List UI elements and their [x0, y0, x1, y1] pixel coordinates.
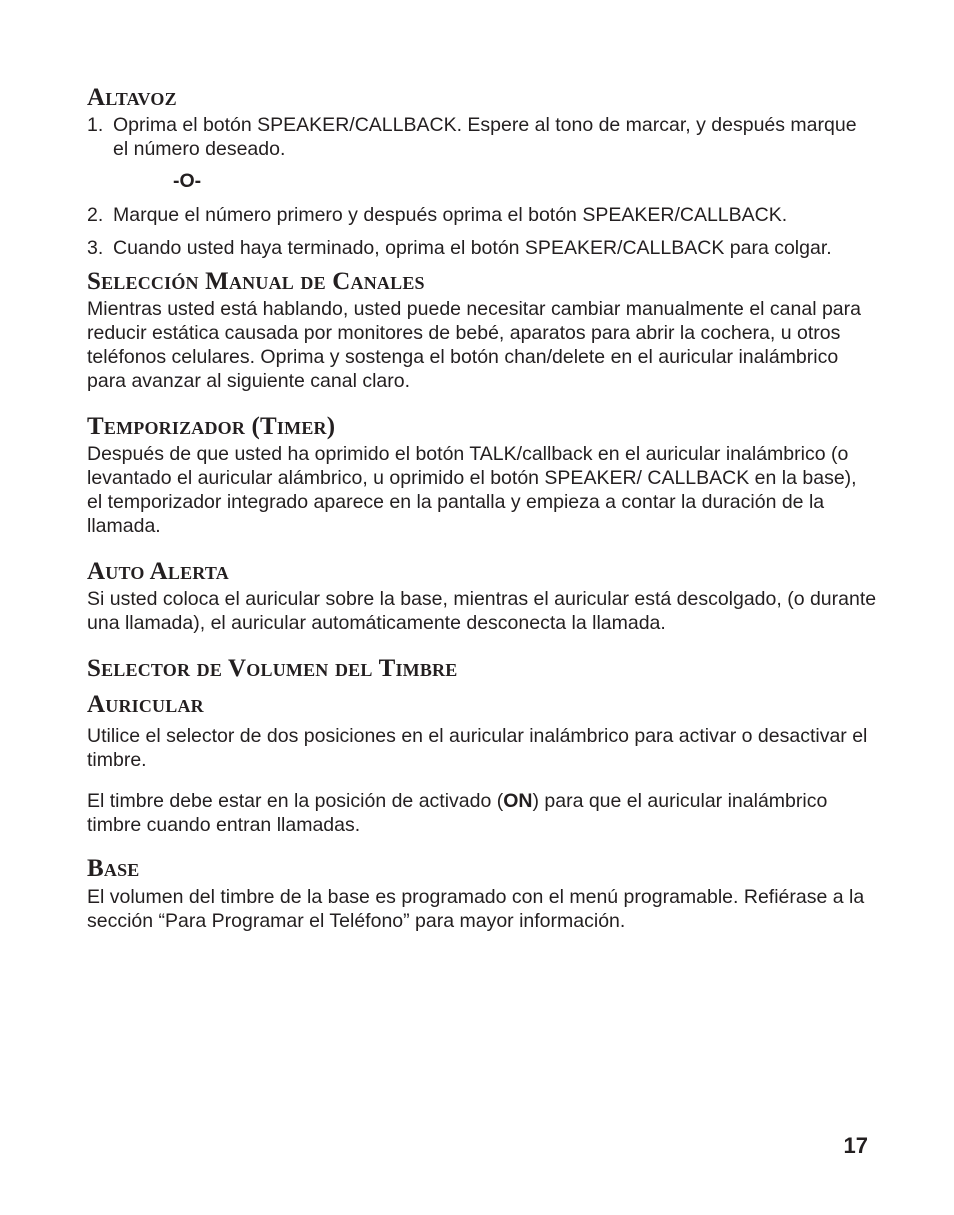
heading-auto-alerta: Auto Alerta — [87, 558, 229, 585]
heading-temporizador: Temporizador (Timer) — [87, 413, 336, 440]
paragraph: El volumen del timbre de la base es programado con el menú programable. Refiérase a la sección “Para Programar el Teléfono” para mayor información. — [87, 886, 865, 932]
section-altavoz — [87, 84, 877, 260]
manual-page — [87, 84, 877, 933]
heading-altavoz: Altavoz — [87, 84, 177, 111]
heading-selector-volumen: Selector de Volumen del Timbre — [87, 655, 458, 682]
step-number: 3. — [87, 237, 104, 259]
paragraph — [87, 789, 877, 837]
step-number: 2. — [87, 204, 104, 226]
list-item — [87, 203, 877, 227]
section-base — [87, 855, 877, 933]
section-selector-volumen — [87, 655, 877, 683]
section-temporizador — [87, 413, 877, 538]
list-item — [87, 236, 877, 260]
step-text: Marque el número primero y después oprima el botón SPEAKER/CALLBACK. — [113, 204, 788, 226]
or-separator: -O- — [173, 170, 202, 192]
list-item — [87, 113, 877, 161]
section-auto-alerta — [87, 558, 877, 635]
step-number: 1. — [87, 114, 104, 136]
step-text: Cuando usted haya terminado, oprima el botón SPEAKER/CALLBACK para colgar. — [113, 237, 832, 259]
section-auricular — [87, 691, 877, 837]
text-segment: El timbre debe estar en la posición de activado ( — [87, 790, 504, 812]
paragraph: Después de que usted ha oprimido el botón TALK/callback en el auricular inalámbrico (o levantado el auricular alámbrico, u oprimido el botón SPEAKER/ CALLBACK en la base), el temporizador integrado aparece en la pantalla y empieza a contar la duración de la llamada. — [87, 443, 857, 537]
paragraph: Utilice el selector de dos posiciones en el auricular inalámbrico para activar o desactivar el timbre. — [87, 725, 868, 771]
paragraph: Si usted coloca el auricular sobre la base, mientras el auricular está descolgado, (o durante una llamada), el auricular automáticamente desconecta la llamada. — [87, 588, 877, 634]
on-label: ON — [503, 790, 533, 812]
step-text: Oprima el botón SPEAKER/CALLBACK. Espere al tono de marcar, y después marque el número deseado. — [113, 114, 857, 160]
heading-base: Base — [87, 855, 140, 882]
section-seleccion-manual — [87, 268, 877, 393]
text-segment: ) para que el auricular inalámbrico timbre cuando entran llamadas. — [87, 790, 828, 836]
heading-seleccion-manual: Selección Manual de Canales — [87, 268, 425, 295]
altavoz-steps — [87, 113, 877, 260]
paragraph: Mientras usted está hablando, usted puede necesitar cambiar manualmente el canal para reducir estática causada por monitores de bebé, aparatos para abrir la cochera, u otros teléfonos celulares. Oprima y sostenga el botón chan/delete en el auricular inalámbrico para avanzar al siguiente canal claro. — [87, 298, 861, 392]
heading-auricular: Auricular — [87, 691, 204, 718]
page-number: 17 — [843, 1133, 868, 1158]
